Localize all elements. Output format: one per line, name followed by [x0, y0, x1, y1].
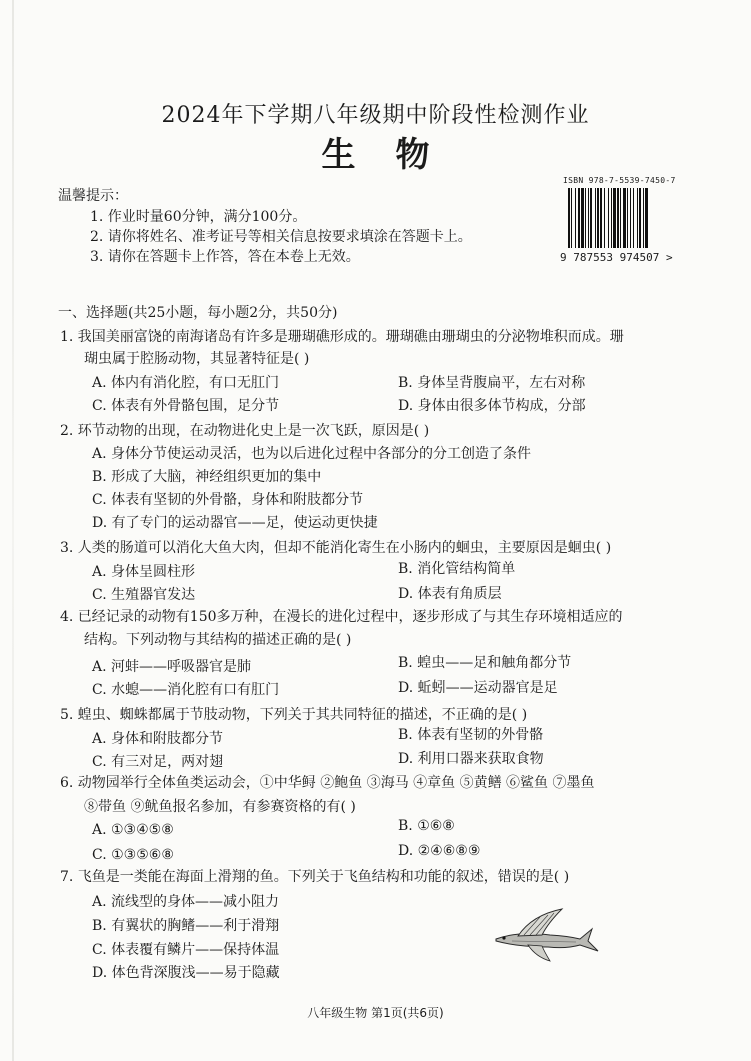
option-3b: B. 消化管结构简单: [398, 561, 516, 577]
option-2d: D. 有了专门的运动器官——足，使运动更快捷: [92, 515, 378, 531]
question-1-cont: 瑚虫属于腔肠动物，其显著特征是( ): [84, 351, 310, 367]
option-7b: B. 有翼状的胸鳍——利于滑翔: [92, 918, 280, 934]
question-6-cont: ⑧带鱼 ⑨鱿鱼报名参加，有参赛资格的有( ): [84, 799, 356, 815]
option-7c: C. 体表覆有鳞片——保持体温: [92, 942, 280, 958]
option-2c: C. 体表有坚韧的外骨骼，身体和附肢都分节: [92, 492, 364, 508]
option-4a: A. 河蚌——呼吸器官是肺: [92, 659, 252, 675]
question-2: 2. 环节动物的出现，在动物进化史上是一次飞跃，原因是( ): [60, 423, 430, 439]
question-1: 1. 我国美丽富饶的南海诸岛有许多是珊瑚礁形成的。珊瑚礁由珊瑚虫的分泌物堆积而成。珊: [60, 329, 624, 345]
option-4b: B. 蝗虫——足和触角都分节: [398, 655, 572, 671]
option-3d: D. 体表有角质层: [398, 586, 502, 602]
tip-item: 1. 作业时量60分钟，满分100分。: [90, 209, 307, 225]
option-6d: D. ②④⑥⑧⑨: [398, 843, 481, 859]
option-2b: B. 形成了大脑，神经组织更加的集中: [92, 469, 322, 485]
tip-item: 3. 请你在答题卡上作答，答在本卷上无效。: [90, 249, 360, 265]
option-6b: B. ①⑥⑧: [398, 818, 455, 834]
option-5a: A. 身体和附肢都分节: [92, 731, 224, 747]
question-3: 3. 人类的肠道可以消化大鱼大肉，但却不能消化寄生在小肠内的蛔虫，主要原因是蛔虫( ): [60, 540, 612, 556]
option-1b: B. 身体呈背腹扁平，左右对称: [398, 375, 586, 391]
option-7a: A. 流线型的身体——减小阻力: [92, 894, 280, 910]
subject-title: 生物: [321, 135, 470, 175]
option-5d: D. 利用口器来获取食物: [398, 751, 544, 767]
option-4d: D. 蚯蚓——运动器官是足: [398, 680, 558, 696]
option-1c: C. 体表有外骨骼包围，足分节: [92, 398, 280, 414]
option-1a: A. 体内有消化腔，有口无肛门: [92, 375, 280, 391]
isbn-digits: 9 787553 974507 >: [560, 251, 673, 264]
isbn-text: ISBN 978-7-5539-7450-7: [563, 176, 676, 185]
option-2a: A. 身体分节使运动灵活，也为以后进化过程中各部分的分工创造了条件: [92, 446, 532, 462]
option-4c: C. 水螅——消化腔有口有肛门: [92, 682, 280, 698]
question-7: 7. 飞鱼是一类能在海面上滑翔的鱼。下列关于飞鱼结构和功能的叙述，错误的是( ): [60, 869, 570, 885]
question-6: 6. 动物园举行全体鱼类运动会，①中华鲟 ②鲍鱼 ③海马 ④章鱼 ⑤黄鳝 ⑥鲨鱼 ⑦墨鱼: [60, 775, 595, 791]
option-5c: C. 有三对足，两对翅: [92, 754, 224, 770]
option-5b: B. 体表有坚韧的外骨骼: [398, 727, 544, 743]
section-heading: 一、选择题(共25小题，每小题2分，共50分): [58, 305, 338, 321]
option-7d: D. 体色背深腹浅——易于隐藏: [92, 965, 280, 981]
tip-item: 2. 请你将姓名、准考证号等相关信息按要求填涂在答题卡上。: [90, 229, 472, 245]
tips-heading: 温馨提示：: [58, 188, 128, 204]
option-6c: C. ①③⑤⑥⑧: [92, 847, 174, 863]
exam-title: 2024年下学期八年级期中阶段性检测作业: [161, 103, 590, 128]
question-4-cont: 结构。下列动物与其结构的描述正确的是( ): [84, 632, 352, 648]
question-5: 5. 蝗虫、蜘蛛都属于节肢动物，下列关于其共同特征的描述，不正确的是( ): [60, 707, 528, 723]
question-4: 4. 已经记录的动物有150多万种，在漫长的进化过程中，逐步形成了与其生存环境相适应的: [60, 609, 623, 625]
option-1d: D. 身体由很多体节构成，分部: [398, 398, 586, 414]
option-3a: A. 身体呈圆柱形: [92, 564, 196, 580]
flying-fish-icon: [488, 905, 600, 965]
page-footer: 八年级生物 第1页(共6页): [307, 1006, 444, 1020]
option-3c: C. 生殖器官发达: [92, 587, 196, 603]
option-6a: A. ①③④⑤⑧: [92, 822, 174, 838]
barcode-icon: [566, 188, 694, 248]
